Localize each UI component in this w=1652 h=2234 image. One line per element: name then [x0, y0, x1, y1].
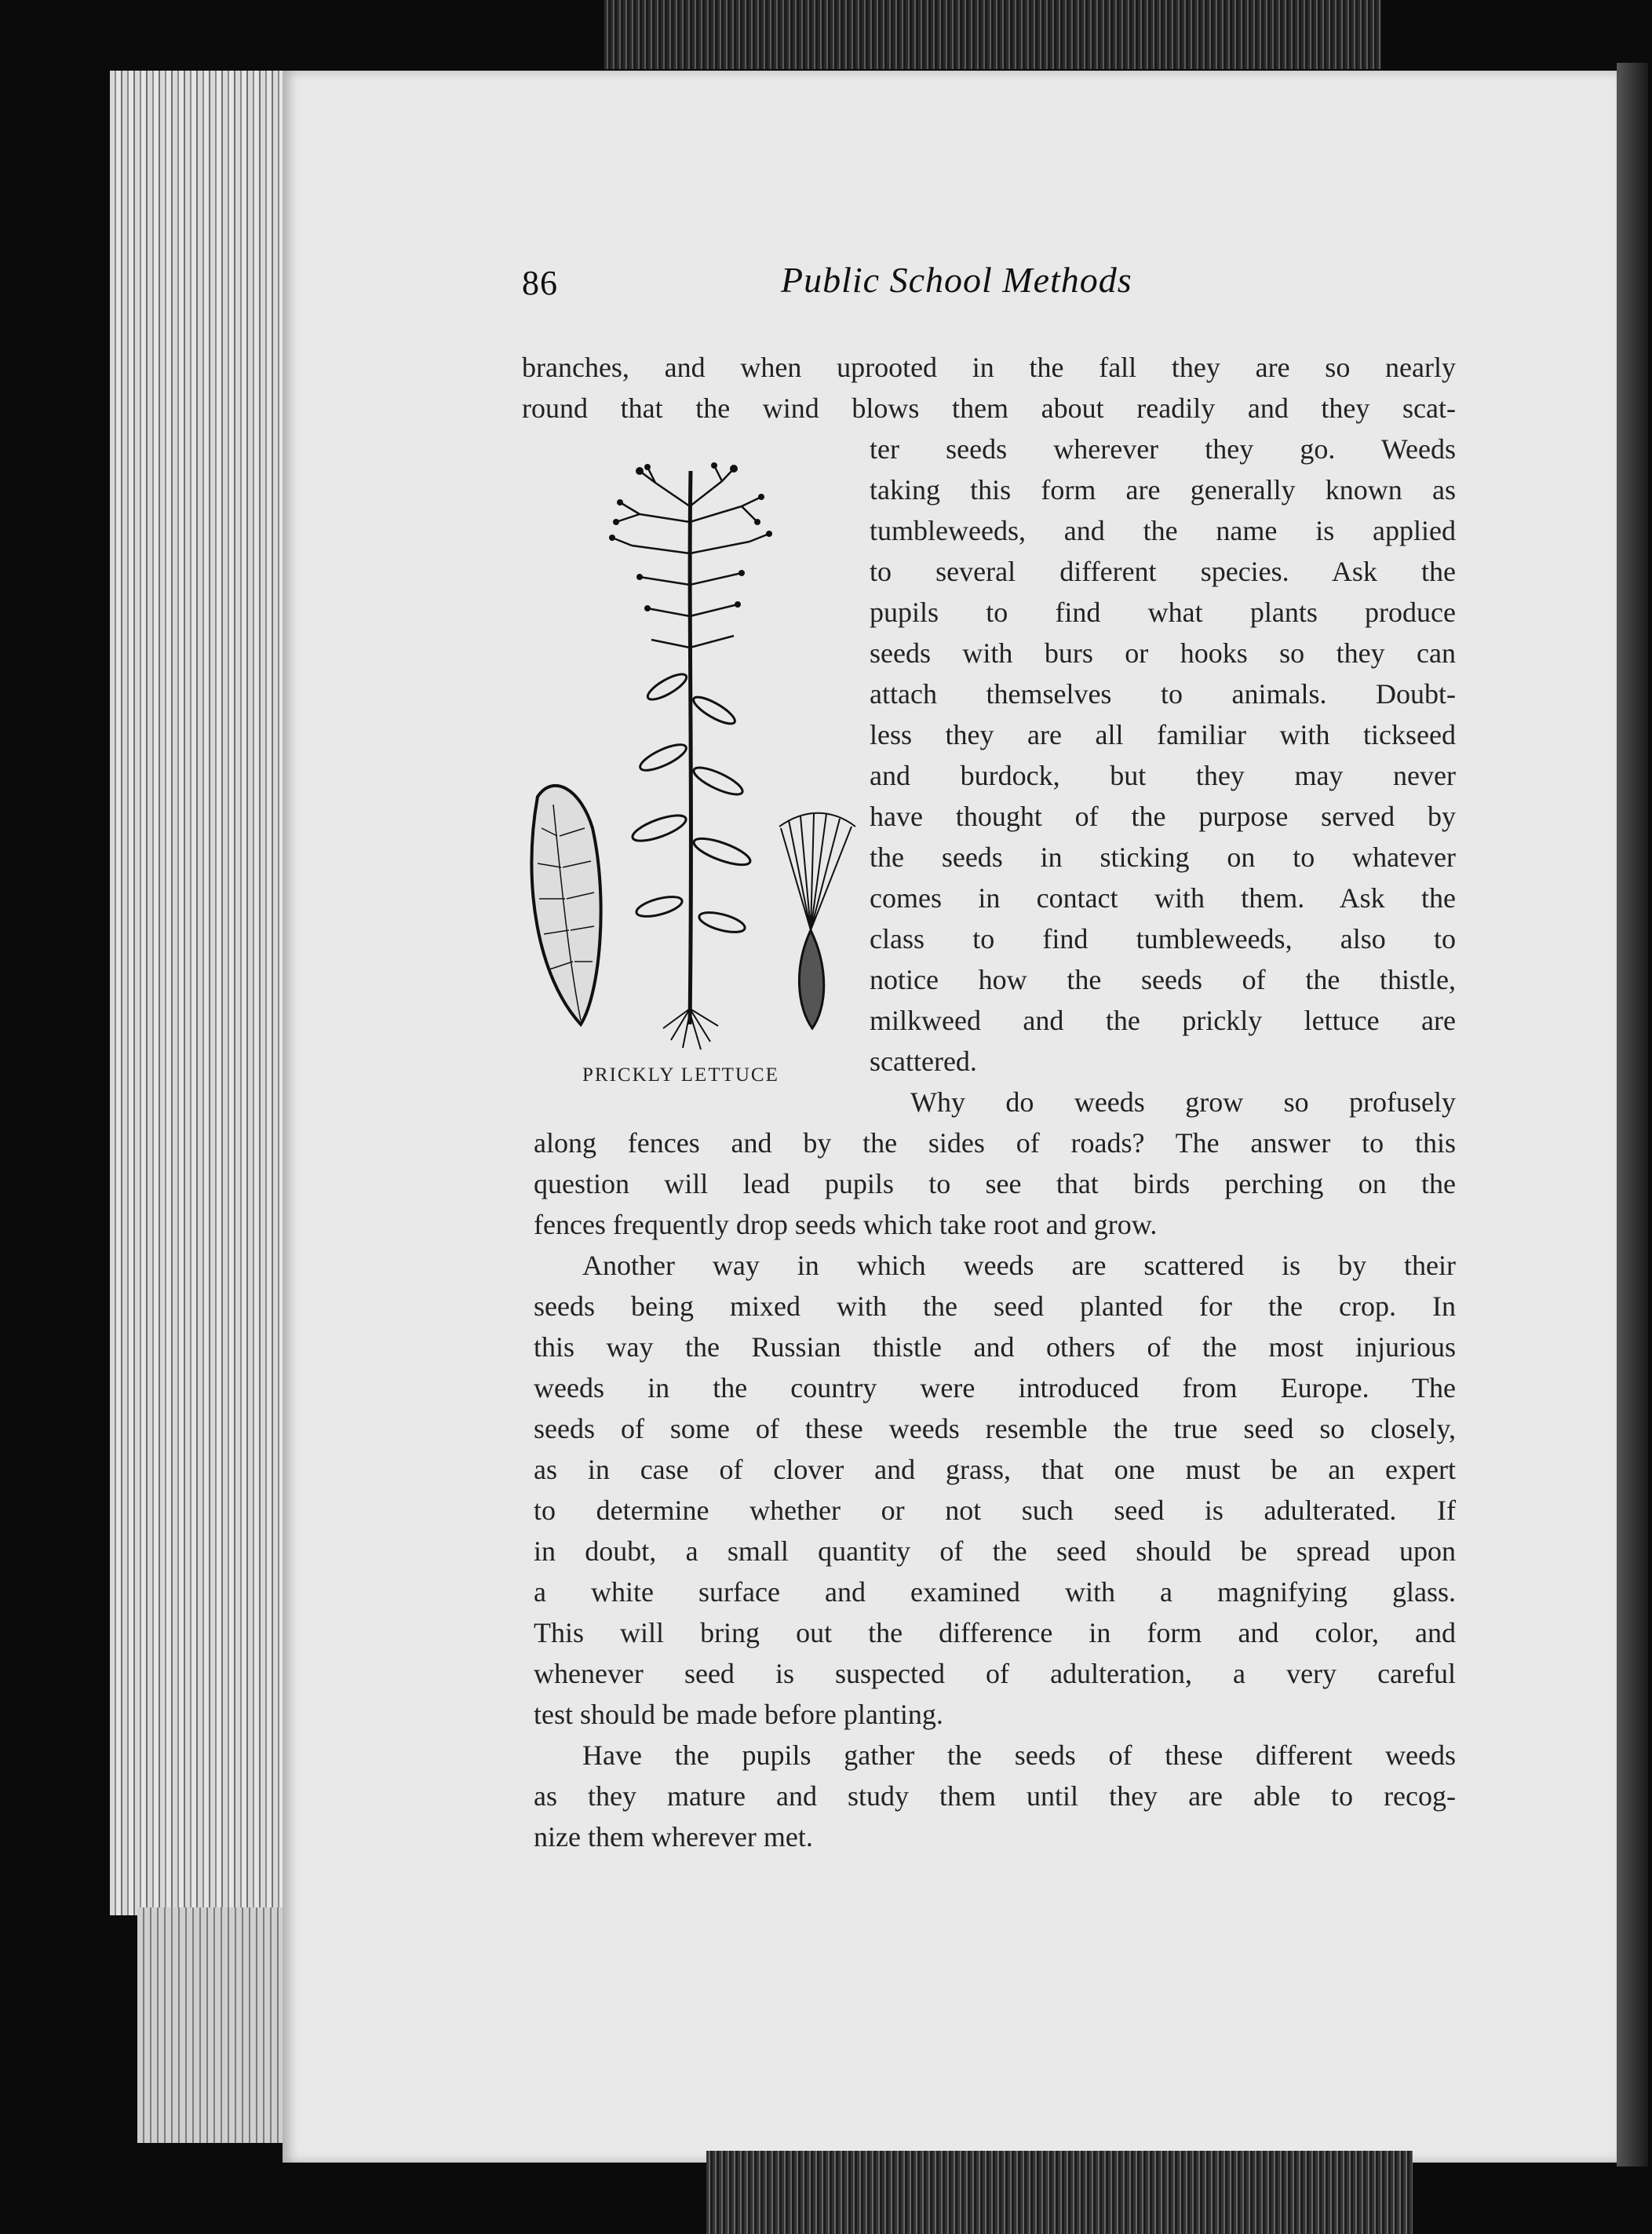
stacked-page-edges-lower — [137, 1907, 302, 2143]
text-line: weeds in the country were introduced from Europe. The — [534, 1372, 1456, 1404]
text-line: the seeds in sticking on to whatever — [870, 841, 1456, 873]
binding-cloth-bottom — [706, 2151, 1413, 2234]
text-line: class to find tumbleweeds, also to — [870, 923, 1456, 955]
text-line: less they are all familiar with tickseed — [870, 719, 1456, 750]
text-line: ter seeds wherever they go. Weeds — [870, 433, 1456, 465]
text-line: test should be made before planting. — [534, 1699, 943, 1730]
text-line: seeds with burs or hooks so they can — [870, 637, 1456, 669]
text-line: to several different species. Ask the — [870, 556, 1456, 587]
text-line: as in case of clover and grass, that one must be an expert — [534, 1454, 1456, 1485]
text-line: scattered. — [870, 1046, 977, 1077]
text-line: as they mature and study them until they are able to recog- — [534, 1780, 1456, 1812]
text-line: this way the Russian thistle and others of the most injurious — [534, 1331, 1456, 1363]
text-line: and burdock, but they may never — [870, 760, 1456, 791]
page-right-edge — [1617, 63, 1648, 2166]
text-line: in doubt, a small quantity of the seed should be spread upon — [534, 1535, 1456, 1567]
page-number: 86 — [522, 264, 558, 302]
stacked-page-edges — [110, 71, 290, 1915]
text-line: seeds being mixed with the seed planted for the crop. In — [534, 1290, 1456, 1322]
text-line: comes in contact with them. Ask the — [870, 882, 1456, 914]
text-line: round that the wind blows them about readily and they scat- — [522, 392, 1456, 424]
text-line: fences frequently drop seeds which take root and grow. — [534, 1209, 1158, 1240]
text-line: Another way in which weeds are scattered is by their — [582, 1250, 1456, 1281]
text-line: This will bring out the difference in form and color, and — [534, 1617, 1456, 1648]
text-line: to determine whether or not such seed is adulterated. If — [534, 1495, 1456, 1526]
text-line: along fences and by the sides of roads? The answer to this — [534, 1127, 1456, 1159]
text-line: seeds of some of these weeds resemble the true seed so closely, — [534, 1413, 1456, 1444]
text-line: a white surface and examined with a magnifying glass. — [534, 1576, 1456, 1608]
text-line: question will lead pupils to see that birds perching on the — [534, 1168, 1456, 1199]
text-line: have thought of the purpose served by — [870, 801, 1456, 832]
text-line: milkweed and the prickly lettuce are — [870, 1005, 1456, 1036]
text-line: pupils to find what plants produce — [870, 597, 1456, 628]
text-line: tumbleweeds, and the name is applied — [870, 515, 1456, 546]
text-line: Why do weeds grow so profusely — [910, 1086, 1456, 1118]
binding-cloth-top — [604, 0, 1381, 69]
prickly-lettuce-illustration — [522, 459, 859, 1056]
text-line: taking this form are generally known as — [870, 474, 1456, 506]
text-line: Have the pupils gather the seeds of these different weeds — [582, 1739, 1456, 1771]
text-line: attach themselves to animals. Doubt- — [870, 678, 1456, 710]
running-title: Public School Methods — [781, 260, 1132, 300]
figure-caption: PRICKLY LETTUCE — [582, 1064, 779, 1086]
text-line: branches, and when uprooted in the fall they are so nearly — [522, 352, 1456, 383]
text-line: notice how the seeds of the thistle, — [870, 964, 1456, 995]
text-line: whenever seed is suspected of adulteration, a very careful — [534, 1658, 1456, 1689]
text-line: nize them wherever met. — [534, 1821, 813, 1853]
